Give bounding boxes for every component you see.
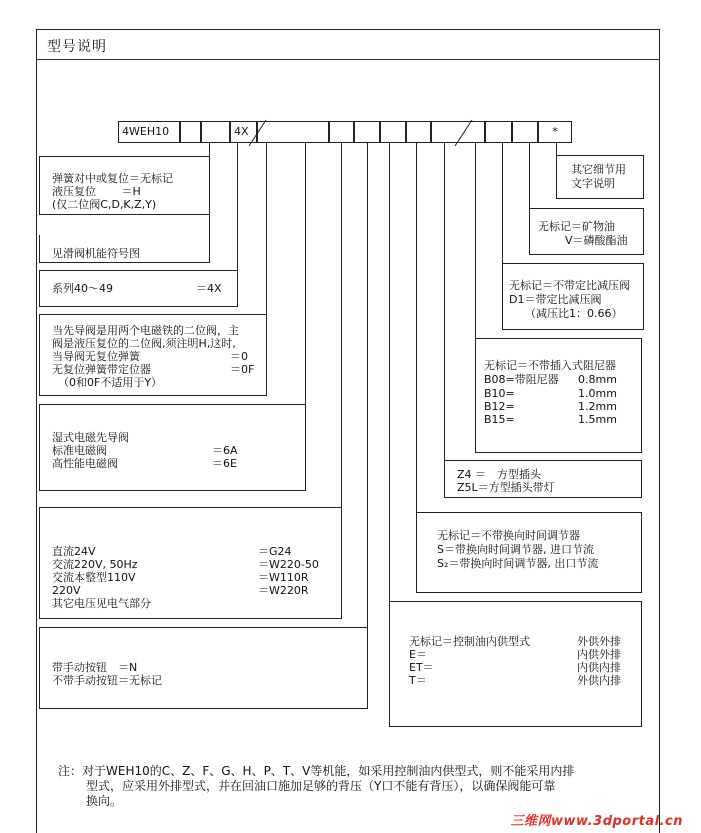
box-text-line: ET＝ — [409, 661, 434, 674]
box-reduce — [502, 263, 644, 330]
box-text-line: ＝W110R — [258, 571, 309, 584]
code-cell-other: * — [538, 121, 572, 143]
leader-line — [502, 143, 503, 263]
box-text-line: 交流220V, 50Hz — [52, 558, 138, 571]
box-seal — [529, 208, 644, 255]
box-text-line: V＝磷酸酯油 — [565, 234, 628, 247]
box-text-line: 标准电磁阀 — [52, 444, 107, 457]
box-text-line: ＝W220R — [258, 584, 309, 597]
box-text-line: 高性能电磁阀 — [52, 457, 118, 470]
box-text-line: B12= — [484, 400, 515, 413]
box-text-line: 当先导阀是用两个电磁铁的二位阀，主 — [52, 324, 239, 337]
box-text-line: 液压复位 ＝H — [52, 185, 141, 198]
code-cell-type: 4WEH10 — [118, 121, 180, 143]
box-other — [556, 155, 644, 199]
box-text-line: ＝0F — [230, 363, 255, 376]
box-series — [39, 270, 238, 307]
leader-line — [266, 143, 267, 315]
leader-line — [556, 143, 557, 155]
box-text-line: 不带手动按钮＝无标记 — [52, 674, 162, 687]
box-text-line: ＝G24 — [258, 545, 292, 558]
box-text-line: 内供内排 — [577, 661, 621, 674]
box-text-line: 外供外排 — [577, 635, 621, 648]
box-symbols — [39, 235, 210, 263]
box-text-line: T＝ — [409, 674, 427, 687]
box-text-line: Z4 ＝ 方型插头 — [457, 468, 542, 481]
page-title: 型号说明 — [47, 39, 107, 55]
box-pilot-note — [39, 314, 267, 396]
box-text-line: 无标记＝不带插入式阻尼器 — [484, 359, 616, 372]
box-text-line: 当导阀无复位弹簧 — [52, 350, 140, 363]
box-damper — [475, 338, 642, 453]
box-text-line: ＝6E — [212, 457, 237, 470]
leader-line — [529, 143, 530, 208]
box-text-line: 系列40～49 — [52, 282, 113, 295]
box-text-line: ＝W220-50 — [258, 558, 319, 571]
box-text-line: 1.5mm — [578, 413, 617, 426]
box-text-line: B15= — [484, 413, 515, 426]
box-text-line: 内供外排 — [577, 648, 621, 661]
box-text-line: 其它细节用 — [571, 163, 626, 176]
box-text-line: Z5L＝方型插头带灯 — [457, 481, 555, 494]
box-oil — [389, 601, 642, 727]
box-text-line: 无标记＝控制油内供型式 — [409, 635, 530, 648]
box-text-line: B08=带阻尼器 — [484, 373, 559, 386]
box-text-line: 直流24V — [52, 545, 96, 558]
box-text-line: ＝0 — [230, 350, 248, 363]
note-line-1: 注：对于WEH10的C、Z、F、G、H、P、T、V等机能，如采用控制油内供型式，则不能采用内排 — [58, 764, 575, 778]
note-line-2: 型式，应采用外排型式，并在回油口施加足够的背压（Y口不能有背压），以确保阀能可靠 — [86, 779, 556, 793]
leader-line — [416, 143, 417, 512]
box-text-line: 1.2mm — [578, 400, 617, 413]
box-solenoid — [39, 404, 306, 491]
box-text-line: 无复位弹簧带定位器 — [52, 363, 151, 376]
box-text-line: 湿式电磁先导阀 — [52, 431, 129, 444]
leader-line — [305, 143, 306, 405]
box-text-line: S＝带换向时间调节器, 进口节流 — [437, 543, 594, 556]
leader-line — [475, 143, 476, 338]
leader-line — [341, 143, 342, 508]
box-text-line: S₂＝带换向时间调节器, 出口节流 — [437, 557, 599, 570]
box-manual — [39, 627, 368, 709]
leader-line — [444, 143, 445, 460]
box-voltage — [39, 507, 342, 619]
box-text-line: 无标记＝不带定比减压阀 — [509, 279, 630, 292]
code-cell-series: 4X — [230, 121, 257, 143]
box-text-line: （0和0F不适用于Y） — [58, 376, 163, 389]
box-text-line: (仅二位阀C,D,K,Z,Y) — [52, 198, 157, 211]
box-text-line: 见滑阀机能符号图 — [52, 247, 140, 260]
leader-line — [389, 143, 390, 601]
box-text-line: ＝4X — [196, 282, 222, 295]
box-text-line: B10= — [484, 387, 515, 400]
box-timing — [416, 512, 642, 593]
box-plug — [444, 460, 642, 498]
box-spring — [39, 156, 210, 215]
box-text-line: 外供内排 — [577, 674, 621, 687]
box-text-line: ＝6A — [212, 444, 238, 457]
box-text-line: 交流本整型110V — [52, 571, 136, 584]
box-text-line: 其它电压见电气部分 — [52, 597, 151, 610]
box-text-line: D1＝带定比减压阀 — [509, 293, 602, 306]
box-text-line: 带手动按钮 ＝N — [52, 661, 138, 674]
box-text-line: 无标记＝不带换向时间调节器 — [437, 529, 580, 542]
note-line-3: 换向。 — [86, 794, 123, 808]
box-text-line: 文字说明 — [571, 177, 615, 190]
box-text-line: 0.8mm — [578, 373, 617, 386]
box-text-line: （减压比1：0.66） — [525, 307, 623, 320]
box-text-line: 1.0mm — [578, 387, 617, 400]
box-text-line: 弹簧对中或复位＝无标记 — [52, 172, 173, 185]
box-text-line: 阀是液压复位的二位阀,须注明H,这时, — [52, 337, 236, 350]
box-text-line: 220V — [52, 584, 81, 597]
box-text-line: 无标记＝矿物油 — [538, 220, 615, 233]
box-text-line: E＝ — [409, 648, 427, 661]
watermark: 三维网www.3dportal.cn — [510, 814, 683, 829]
leader-line — [237, 143, 238, 270]
leader-line — [367, 143, 368, 628]
